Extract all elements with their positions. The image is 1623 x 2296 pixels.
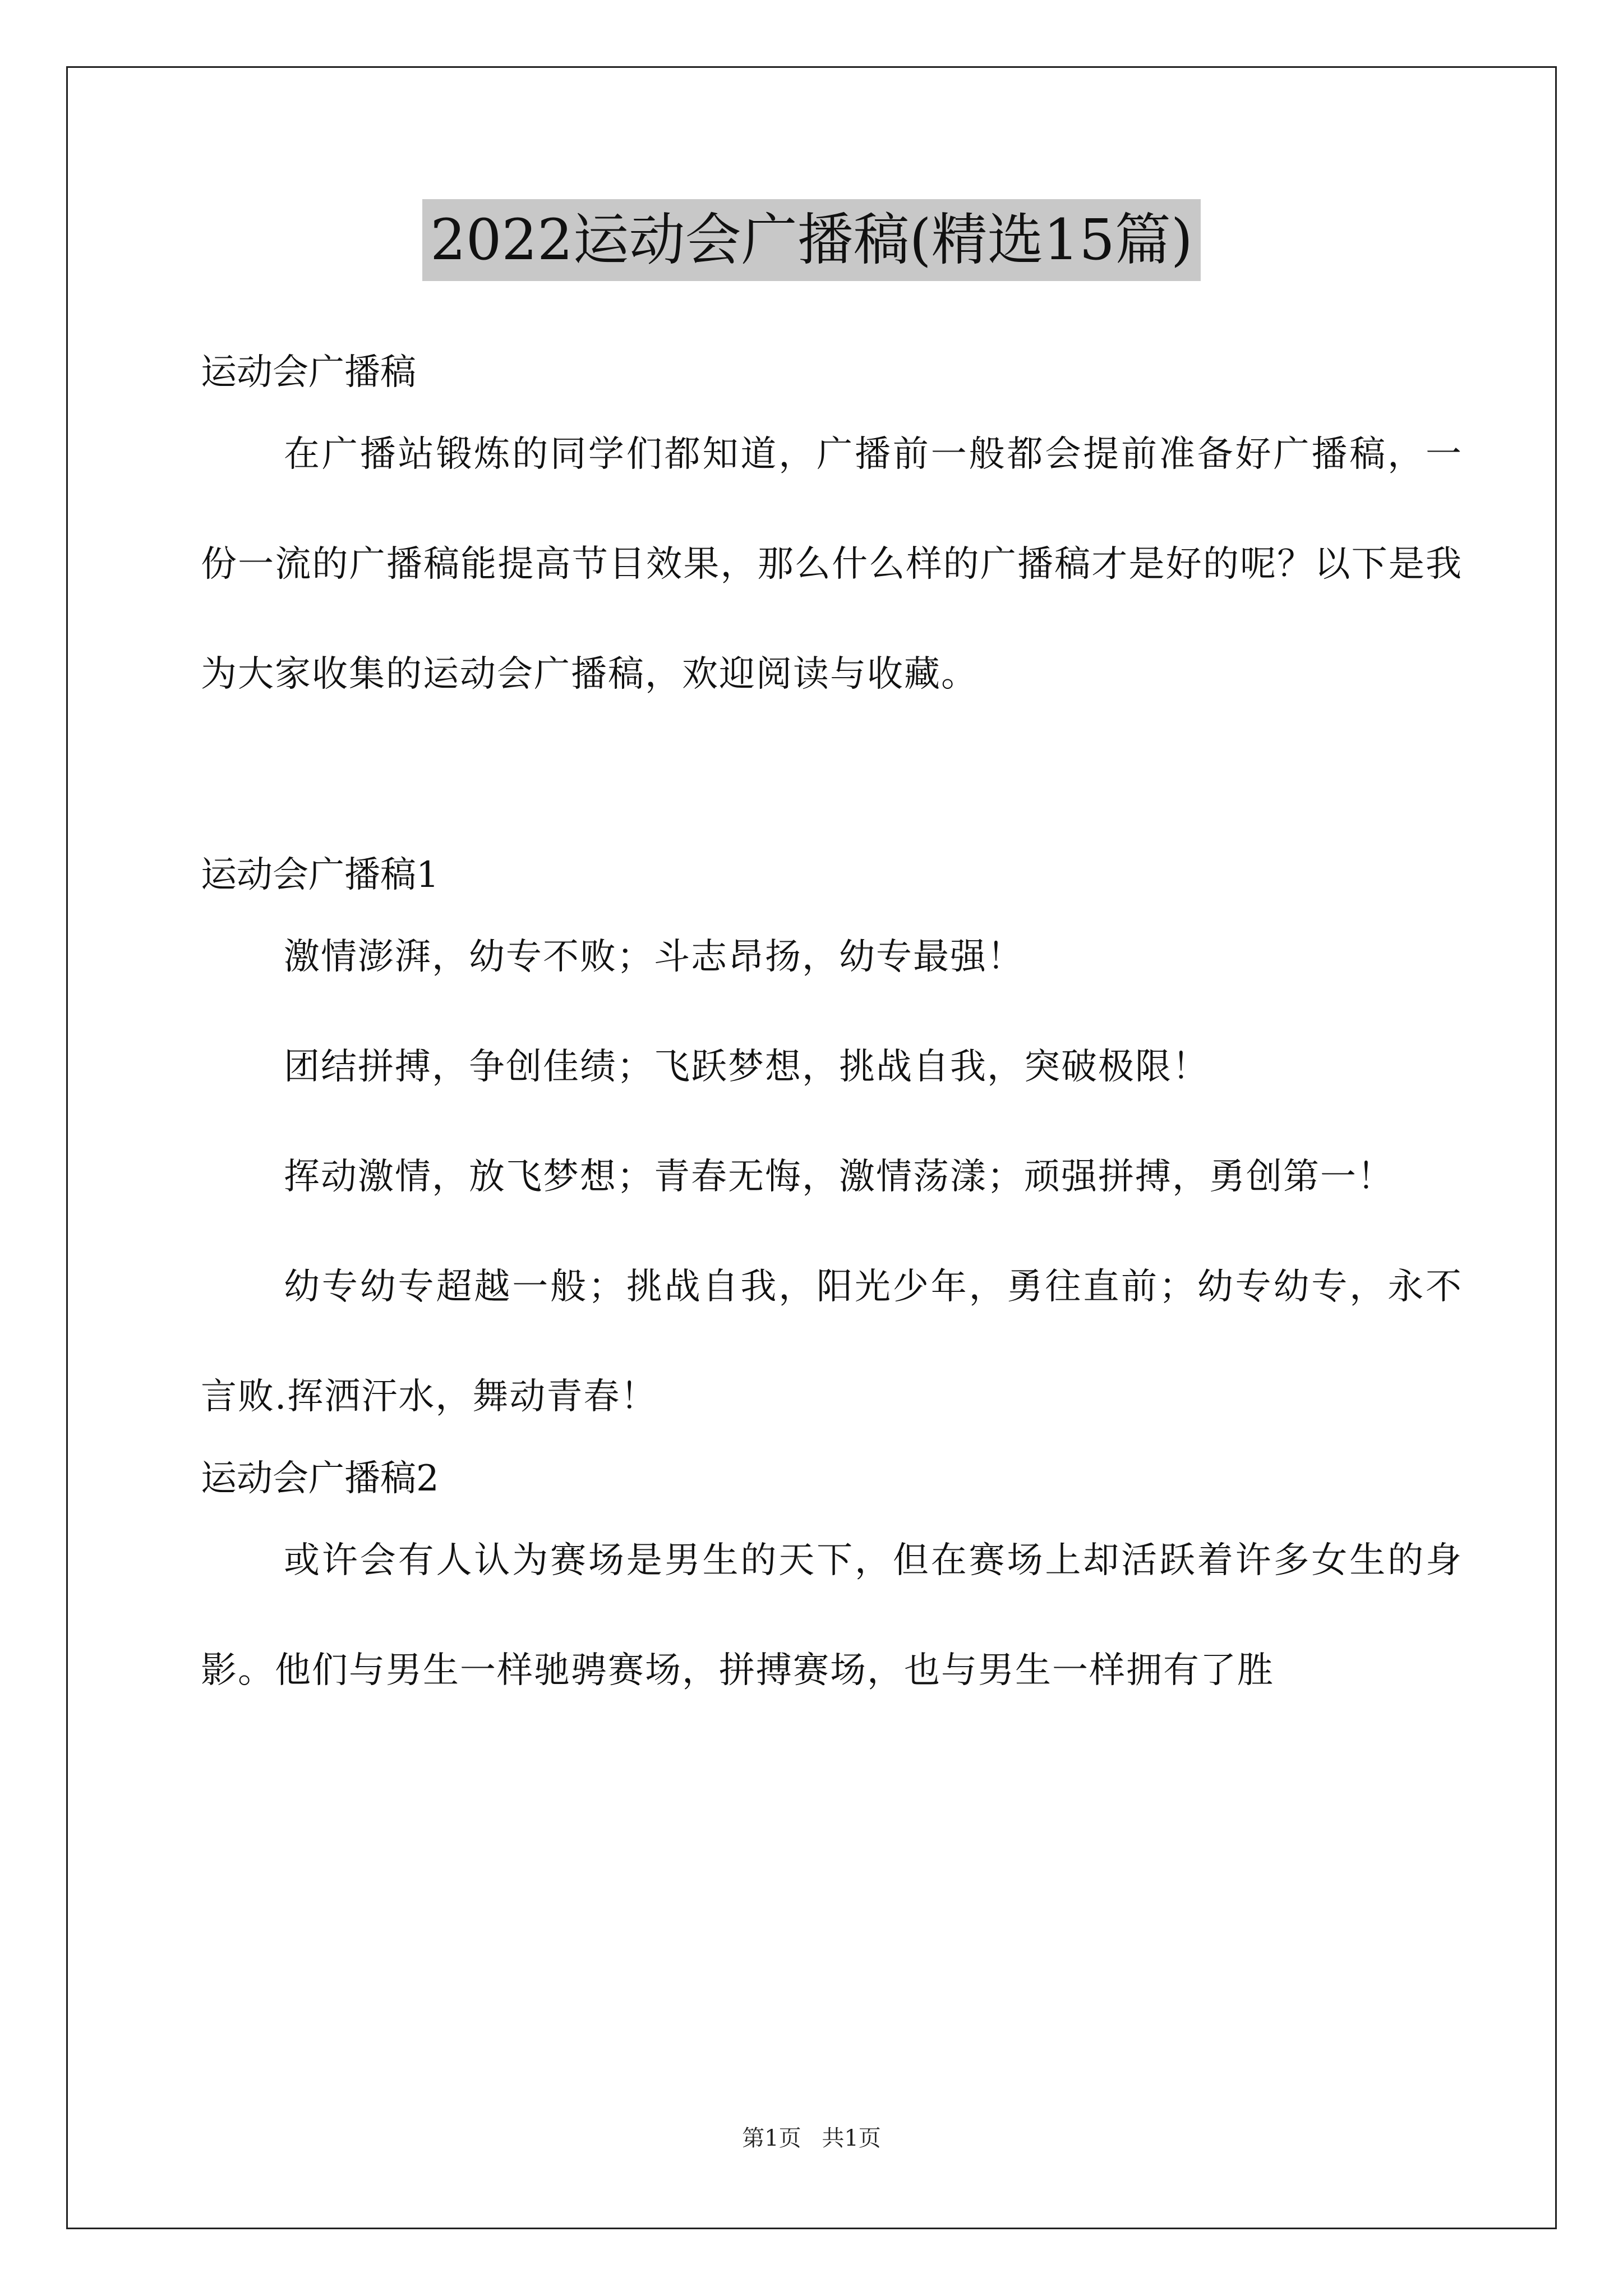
paragraph: 挥动激情，放飞梦想；青春无悔，激情荡漾；顽强拼搏，勇创第一！ [284, 1156, 1394, 1198]
paragraph: 在广播站锻炼的同学们都知道，广播前一般都会提前准备好广播稿，一份一流的广播稿能提高节目效果，那么什么样的广播稿才是好的呢？以下是我为大家收集的运动会广播稿，欢迎阅读与收藏。 [201, 434, 1463, 695]
paragraph: 激情澎湃，幼专不败；斗志昂扬，幼专最强！ [284, 936, 1024, 978]
paragraph: 幼专幼专超越一般；挑战自我，阳光少年，勇往直前；幼专幼专，永不言败.挥洒汗水，舞动青春！ [201, 1266, 1463, 1418]
section-heading: 运动会广播稿 [201, 352, 416, 393]
page-number: 第1页 [742, 2125, 801, 2151]
section-heading: 运动会广播稿2 [201, 1458, 439, 1499]
section-heading: 运动会广播稿1 [201, 854, 439, 896]
page-total: 共1页 [822, 2125, 881, 2151]
title-container [0, 199, 1623, 281]
document-body [201, 314, 1463, 1726]
paragraph: 或许会有人认为赛场是男生的天下，但在赛场上却活跃着许多女生的身影。他们与男生一样驰骋赛场，拼搏赛场，也与男生一样拥有了胜 [201, 1540, 1463, 1691]
paragraph: 团结拼搏，争创佳绩；飞跃梦想，挑战自我，突破极限！ [284, 1046, 1209, 1088]
page-footer [0, 2120, 1623, 2152]
document-title: 2022运动会广播稿(精选15篇) [422, 199, 1201, 281]
